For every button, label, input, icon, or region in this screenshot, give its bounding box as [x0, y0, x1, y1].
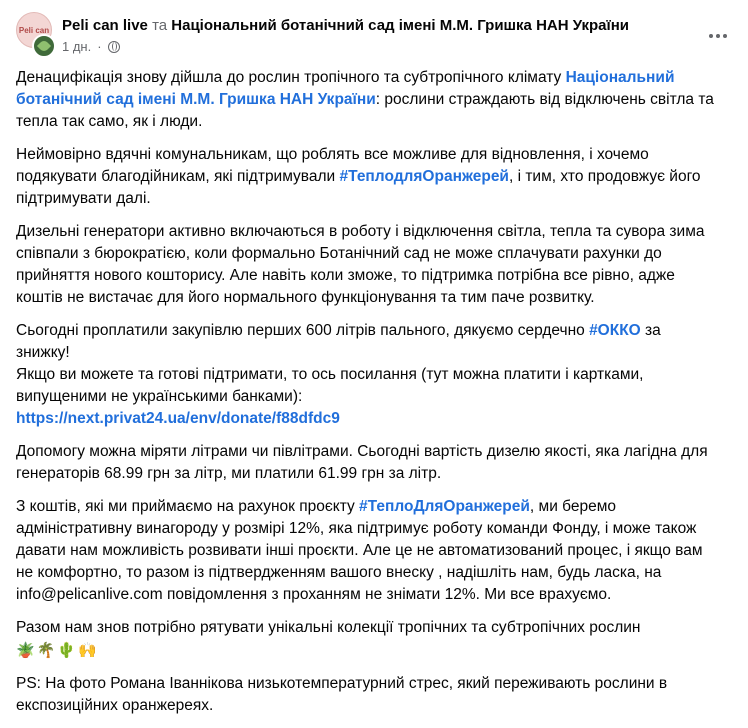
dot-icon	[716, 34, 720, 38]
author-name[interactable]: Peli can live	[62, 17, 148, 34]
paragraph-4	[16, 320, 716, 364]
coauthor-name[interactable]: Національний ботанічний сад імені М.М. Гришка НАН України	[171, 17, 630, 34]
hashtag-link[interactable]: #ОККО	[589, 322, 641, 339]
paragraph-5	[16, 364, 716, 430]
paragraph-8	[16, 617, 716, 662]
paragraph-7	[16, 496, 716, 606]
post-title	[62, 16, 692, 36]
hashtag-link[interactable]: #ТеплоДляОранжерей	[359, 498, 530, 515]
text: Денацифікація знову дійшла до рослин тропічного та субтропічного клімату	[16, 69, 566, 86]
conjunction: та	[152, 17, 168, 34]
globe-icon[interactable]	[108, 41, 120, 53]
dot-icon	[709, 34, 713, 38]
avatar-logo-text: Peli can	[18, 25, 50, 35]
garden-page-link[interactable]: Національний ботанічний сад імені М.М. Гришка НАН України	[16, 69, 675, 108]
palm-tree-icon: 🌴	[36, 641, 56, 659]
cactus-icon: 🌵	[57, 641, 77, 659]
post-header	[16, 12, 732, 60]
text: Якщо ви можете та готові підтримати, то ось посилання (тут можна платити і картками, випущеними не українськими банками):	[16, 366, 644, 405]
more-options-button[interactable]	[704, 22, 732, 50]
post-body	[16, 67, 716, 728]
avatar-group[interactable]	[16, 12, 56, 56]
text: за знижку!	[16, 322, 661, 361]
text: Разом нам знов потрібно рятувати унікальні колекції тропічних та субтропічних рослин	[16, 619, 641, 636]
text: , і тим, хто продовжує його підтримувати далі.	[16, 168, 701, 207]
text: , ми беремо адміністративну винагороду у розмірі 12%, яка підтримує роботу команди Фонду, і може також давати нам можливість розвивати інші проєкти. Але це не автоматизований процес, і якщо вам не комфортно, то разом із підтвердженням вашого внеску , надішліть нам, будь ласка, на info@pelicanlive.com повідомлення з проханням не знімати 12%. Ми все врахуємо.	[16, 498, 703, 603]
paragraph-1	[16, 67, 716, 133]
coauthor-avatar[interactable]	[32, 34, 56, 58]
emoji-row	[16, 639, 97, 661]
paragraph-9: PS: На фото Романа Іваннікова низькотемпературний стрес, який переживають рослини в експозиційних оранжереях.	[16, 675, 668, 714]
dot-icon	[723, 34, 727, 38]
post-time[interactable]: 1 дн.	[62, 39, 92, 54]
text: Сьогодні проплатили закупівлю перших 600 літрів пального, дякуємо сердечно	[16, 322, 590, 339]
paragraph-3: Дизельні генератори активно включаються в роботу і відключення світла, тепла та сувора зима співпали з бюрократією, коли формально Ботанічний сад не може сплачувати рахунки до прийняття нового кошторису. Але навіть коли зможе, то підтримка потрібна все рівно, адже коштів не вистачає для його нормального функціонування та тим паче розвитку.	[16, 223, 705, 306]
separator: ·	[97, 39, 102, 54]
paragraph-2	[16, 144, 716, 210]
raised-hands-icon: 🙌	[78, 641, 97, 659]
leaf-icon	[37, 39, 51, 53]
text: З коштів, які ми приймаємо на рахунок проєкту	[16, 498, 360, 515]
potted-plant-icon: 🪴	[16, 641, 35, 659]
paragraph-6: Допомогу можна міряти літрами чи півлітрами. Сьогодні вартість дизелю якості, яка лагідна для генераторів 68.99 грн за літр, ми платили 61.99 грн за літр.	[16, 443, 708, 482]
text: : рослини страждають від відключень світла та тепла так само, як і люди.	[16, 91, 714, 130]
post-meta	[62, 39, 120, 54]
donate-link[interactable]: https://next.privat24.ua/env/donate/f88dfdc9	[16, 410, 340, 427]
hashtag-link[interactable]: #ТеплодляОранжерей	[339, 168, 509, 185]
text: Неймовірно вдячні комунальникам, що роблять все можливе для відновлення, і хочемо подякувати благодійникам, які підтримували	[16, 146, 649, 185]
